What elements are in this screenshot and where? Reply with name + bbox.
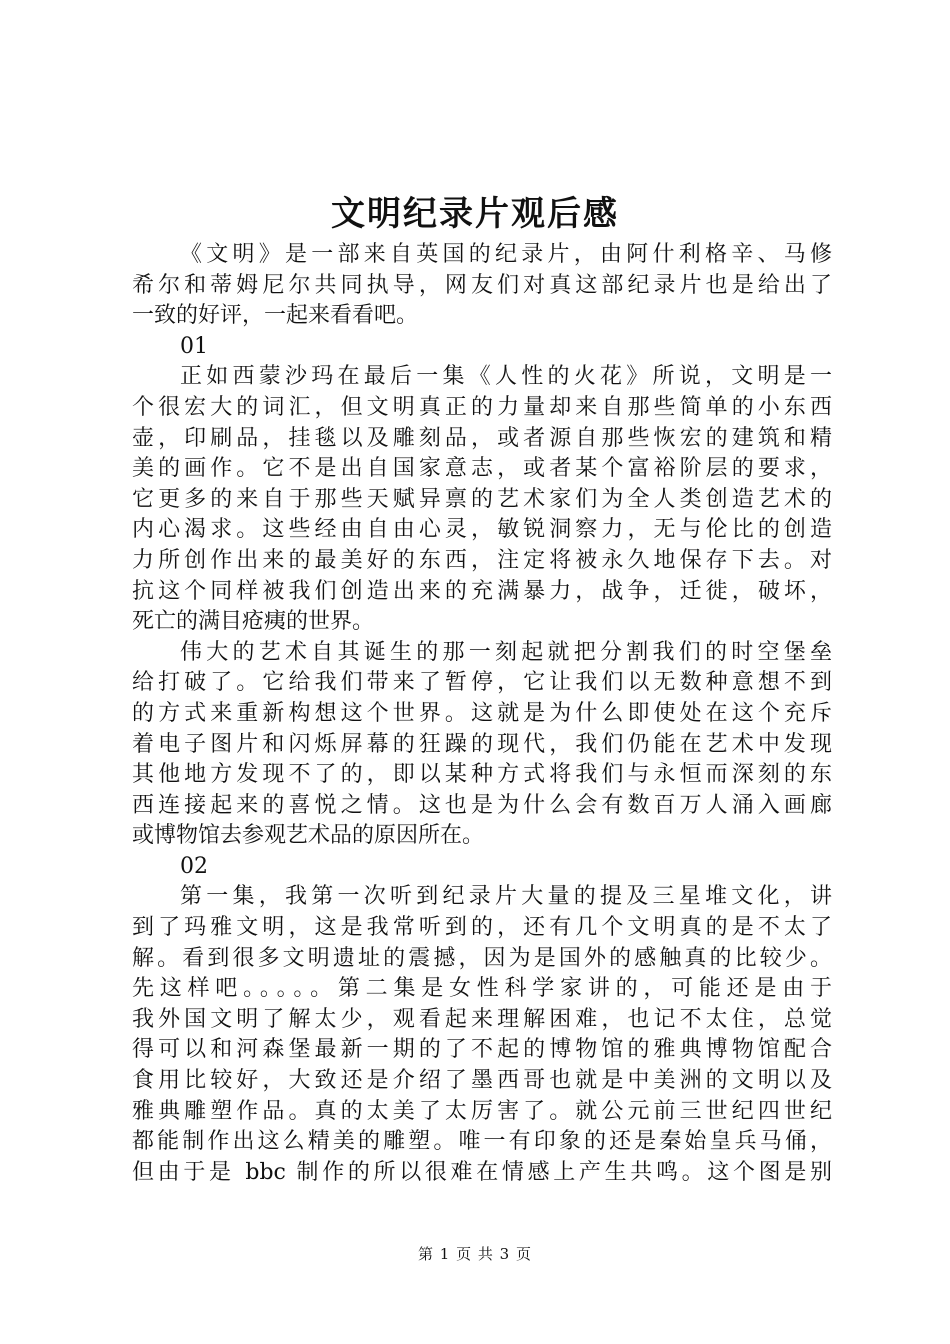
- text-line: 正如西蒙沙玛在最后一集《人性的火花》所说，文明是一: [180, 364, 832, 390]
- text-line: 或博物馆去参观艺术品的原因所在。: [132, 823, 485, 849]
- text-line: 西连接起来的喜悦之情。这也是为什么会有数百万人涌入画廊: [132, 792, 832, 818]
- text-line: 给打破了。它给我们带来了暂停，它让我们以无数种意想不到: [132, 670, 832, 696]
- section-number: 02: [180, 853, 208, 879]
- text-line: 第一集，我第一次听到纪录片大量的提及三星堆文化，讲: [180, 884, 832, 910]
- text-line: 内心渴求。这些经由自由心灵，敏锐洞察力，无与伦比的创造: [132, 517, 832, 543]
- text-line: 一致的好评，一起来看看吧。: [132, 303, 419, 329]
- text-line: 但由于是 bbc 制作的所以很难在情感上产生共鸣。这个图是别: [132, 1159, 832, 1185]
- text-line: 抗这个同样被我们创造出来的充满暴力，战争，迁徙，破坏，: [132, 578, 832, 604]
- text-line: 力所创作出来的最美好的东西，注定将被永久地保存下去。对: [132, 547, 832, 573]
- text-line: 到了玛雅文明，这是我常听到的，还有几个文明真的是不太了: [132, 915, 832, 941]
- text-line: 雅典雕塑作品。真的太美了太厉害了。就公元前三世纪四世纪: [132, 1098, 832, 1124]
- text-line: 食用比较好，大致还是介绍了墨西哥也就是中美洲的文明以及: [132, 1068, 832, 1094]
- text-line: 的方式来重新构想这个世界。这就是为什么即使处在这个充斥: [132, 700, 832, 726]
- text-line: 它更多的来自于那些天赋异禀的艺术家们为全人类创造艺术的: [132, 486, 832, 512]
- text-line: 壶，印刷品，挂毯以及雕刻品，或者源自那些恢宏的建筑和精: [132, 425, 832, 451]
- text-line: 解。看到很多文明遗址的震撼，因为是国外的感触真的比较少。: [132, 945, 832, 971]
- text-line: 着电子图片和闪烁屏幕的狂躁的现代，我们仍能在艺术中发现: [132, 731, 832, 757]
- text-line: 都能制作出这么精美的雕塑。唯一有印象的还是秦始皇兵马俑，: [132, 1129, 832, 1155]
- text-line: 我外国文明了解太少，观看起来理解困难，也记不太住，总觉: [132, 1006, 832, 1032]
- text-line: 其他地方发现不了的，即以某种方式将我们与永恒而深刻的东: [132, 762, 832, 788]
- text-line: 先这样吧。。。。。第二集是女性科学家讲的，可能还是由于: [132, 976, 832, 1002]
- text-line: 美的画作。它不是出自国家意志，或者某个富裕阶层的要求，: [132, 456, 832, 482]
- document-title: 文明纪录片观后感: [331, 194, 619, 234]
- page-footer: 第 1 页 共 3 页: [418, 1245, 532, 1263]
- text-line: 《文明》是一部来自英国的纪录片，由阿什利格辛、马修: [180, 242, 832, 267]
- text-line: 个很宏大的词汇，但文明真正的力量却来自那些简单的小东西: [132, 394, 832, 420]
- section-number: 01: [180, 333, 208, 359]
- text-line: 得可以和河森堡最新一期的了不起的博物馆的雅典博物馆配合: [132, 1037, 832, 1063]
- text-line: 希尔和蒂姆尼尔共同执导，网友们对真这部纪录片也是给出了: [132, 272, 832, 298]
- document-body: [132, 240, 832, 1188]
- text-line: 伟大的艺术自其诞生的那一刻起就把分割我们的时空堡垒: [180, 639, 832, 665]
- text-line: 死亡的满目疮痍的世界。: [132, 609, 375, 635]
